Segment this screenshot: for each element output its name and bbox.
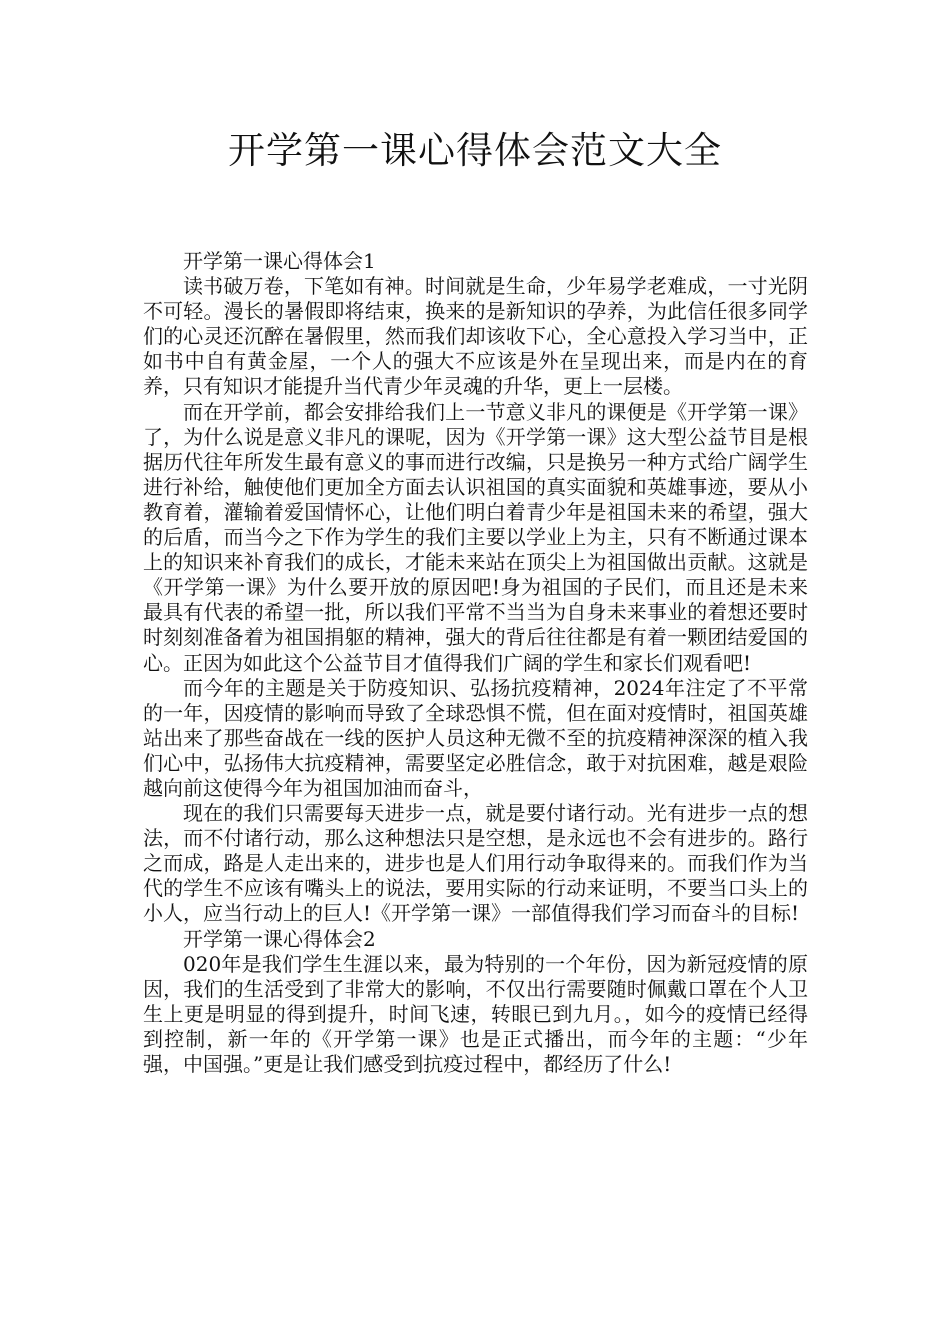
document-body: [143, 249, 808, 1077]
paragraph: 020年是我们学生生涯以来，最为特别的一个年份，因为新冠疫情的原因，我们的生活受到了非常大的影响，不仅出行需要随时佩戴口罩在个人卫生上更是明显的得到提升，时间飞速，转眼已到九月。，如今的疫情已经得到控制，新一年的《开学第一课》也是正式播出，而今年的主题：“少年强，中国强。”更是让我们感受到抗疫过程中，都经历了什么!: [143, 951, 808, 1076]
document-title: 开学第一课心得体会范文大全: [228, 129, 722, 172]
paragraph: 而在开学前，都会安排给我们上一节意义非凡的课便是《开学第一课》了，为什么说是意义非凡的课呢，因为《开学第一课》这大型公益节目是根据历代往年所发生最有意义的事而进行改编，只是换另一种方式给广阔学生进行补给，触使他们更加全方面去认识祖国的真实面貌和英雄事迹，要从小教育着，灌输着爱国情怀心，让他们明白着青少年是祖国未来的希望，强大的后盾，而当今之下作为学生的我们主要以学业上为主，只有不断通过课本上的知识来补育我们的成长，才能未来站在顶尖上为祖国做出贡献。这就是《开学第一课》为什么要开放的原因吧!身为祖国的子民们，而且还是未来最具有代表的希望一批，所以我们平常不当当为自身未来事业的着想还要时时刻刻准备着为祖国捐躯的精神，强大的背后往往都是有着一颗团结爱国的心。正因为如此这个公益节目才值得我们广阔的学生和家长们观看吧!: [143, 399, 808, 675]
paragraph: 现在的我们只需要每天进步一点，就是要付诸行动。光有进步一点的想法，而不付诸行动，那么这种想法只是空想，是永远也不会有进步的。路行之而成，路是人走出来的，进步也是人们用行动争取得来的。而我们作为当代的学生不应该有嘴头上的说法，要用实际的行动来证明，不要当口头上的小人，应当行动上的巨人!《开学第一课》一部值得我们学习而奋斗的目标!: [143, 801, 808, 926]
paragraph: 读书破万卷，下笔如有神。时间就是生命，少年易学老难成，一寸光阴不可轻。漫长的暑假即将结束，换来的是新知识的孕养，为此信任很多同学们的心灵还沉醉在暑假里，然而我们却该收下心，全心意投入学习当中，正如书中自有黄金屋，一个人的强大不应该是外在呈现出来，而是内在的育养，只有知识才能提升当代青少年灵魂的升华，更上一层楼。: [143, 274, 808, 399]
section-heading-2: 开学第一课心得体会2: [183, 926, 376, 951]
paragraph: 而今年的主题是关于防疫知识、弘扬抗疫精神，2024年注定了不平常的一年，因疫情的影响而导致了全球恐惧不慌，但在面对疫情时，祖国英雄站出来了那些奋战在一线的医护人员这种无微不至的抗疫精神深深的植入我们心中，弘扬伟大抗疫精神，需要坚定必胜信念，敢于对抗困难，越是艰险越向前这使得今年为祖国加油而奋斗，: [143, 675, 808, 800]
section-heading-1: 开学第一课心得体会1: [183, 249, 376, 273]
